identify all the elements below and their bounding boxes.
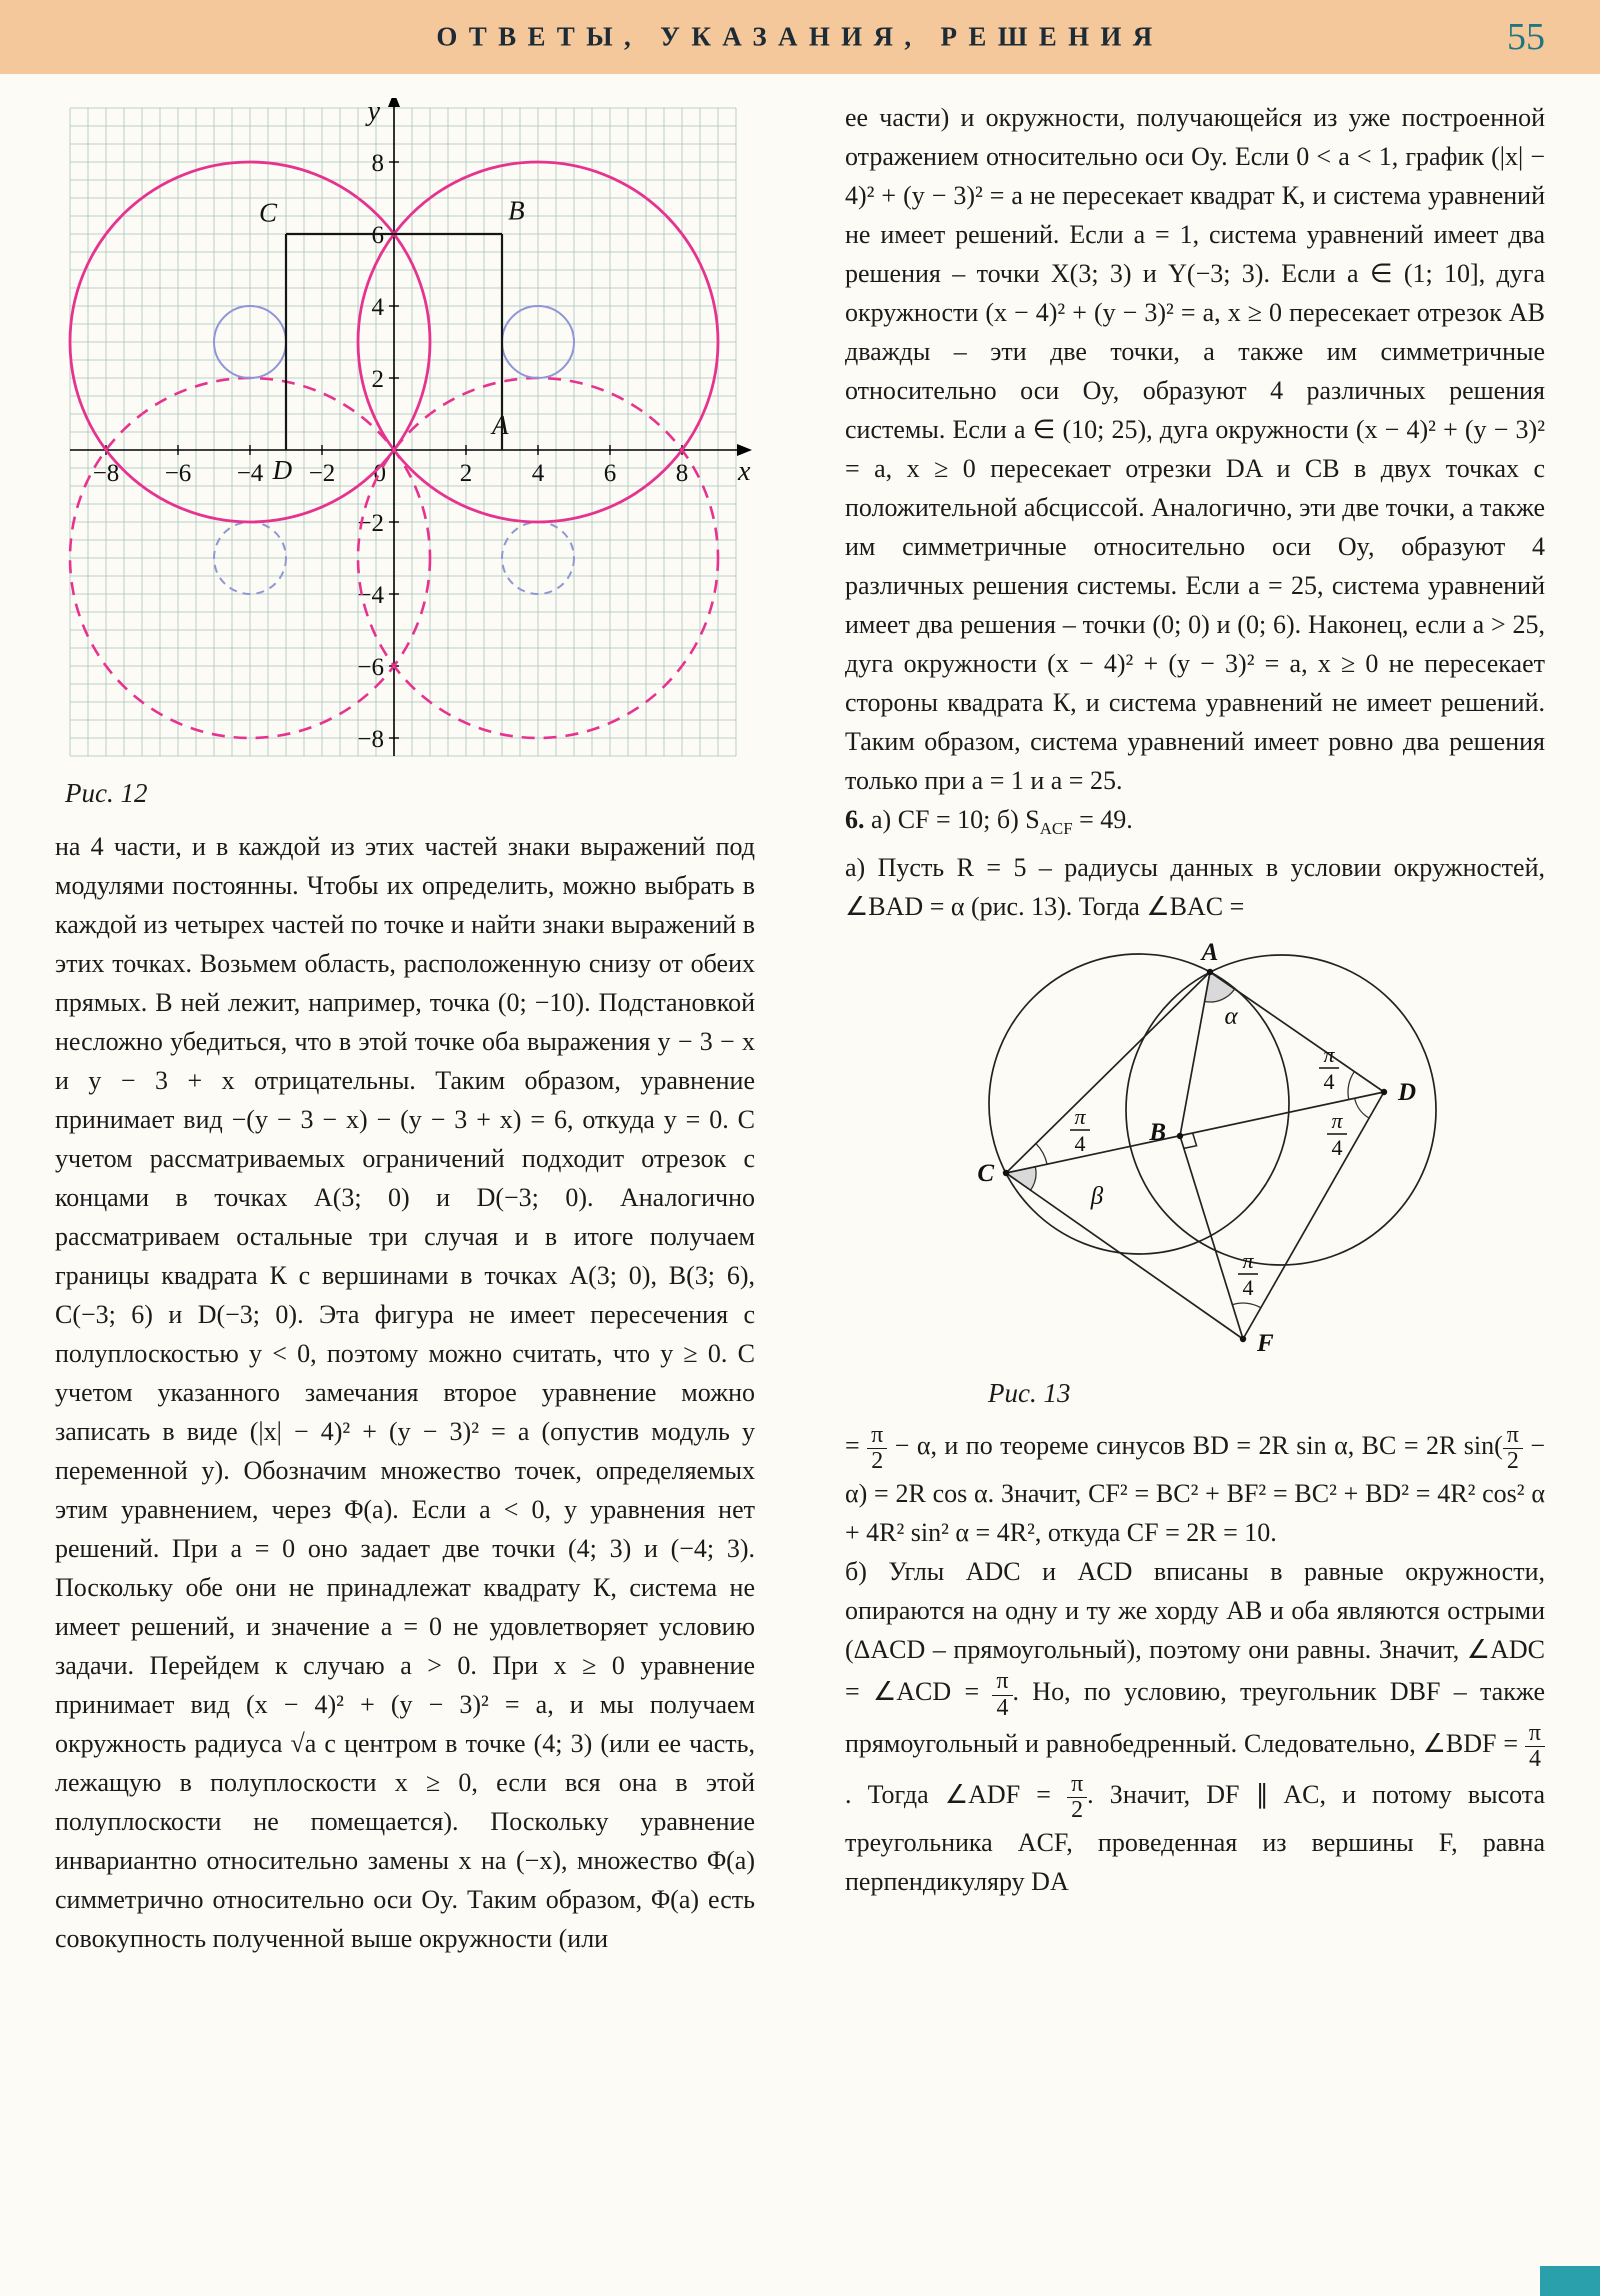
fraction-denominator: 4: [1528, 1745, 1541, 1772]
header-band: [0, 0, 1600, 74]
paragraph: б) Углы ADC и ACD вписаны в равные окружности, опираются на одну и ту же хорду AB и оба являются острыми (ΔACD – прямоугольный), поэтому они равны. Значит, ∠ADC = ∠ACD = $\frac{\pi}{4}$ . Но, по условию, треугольник DBF – также прямоугольный и равнобедренный. Следовательно, ∠BDF = $\frac{\pi}{4}$ . Тогда ∠ADF = $\frac{\pi}{2}$ . Значит, DF ∥ AC, и потому высота треугольника ACF, проведенная из вершины F, равна перпендикуляру DA: [845, 1557, 1546, 1897]
svg-text:−2: −2: [308, 460, 336, 487]
fraction-numerator: π: [1503, 1423, 1523, 1449]
coordinate-grid-figure: [55, 98, 755, 768]
svg-text:6: 6: [371, 222, 384, 249]
right-column: [845, 98, 1545, 1958]
figure-12-caption: Рис. 12: [65, 778, 148, 808]
point-label-D: D: [272, 454, 293, 485]
right-angle-mark: [1184, 1133, 1197, 1148]
point-label-A: A: [1201, 942, 1219, 967]
svg-text:4: 4: [1331, 1135, 1343, 1161]
paragraph: а) Пусть R = 5 – радиусы данных в условии окружностей, ∠BAD = α (рис. 13). Тогда ∠BAC =: [845, 853, 1545, 922]
svg-text:2: 2: [459, 460, 473, 487]
svg-text:−8: −8: [357, 726, 384, 753]
fraction-angle-label: [1327, 1108, 1347, 1160]
angle-label: β: [1090, 1183, 1104, 1211]
fraction: [1503, 1423, 1523, 1474]
figure-13: [930, 942, 1545, 1407]
fraction-denominator: 2: [1506, 1448, 1519, 1475]
running-head: ОТВЕТЫ, УКАЗАНИЯ, РЕШЕНИЯ: [436, 21, 1164, 52]
figure-13-caption: Рис. 13: [988, 1378, 1071, 1409]
svg-text:−4: −4: [236, 460, 264, 487]
svg-text:π: π: [1331, 1108, 1343, 1134]
paragraph: = $\frac{\pi}{2}$ − α, и по теореме синусов BD = 2R sin α, BC = 2R sin( $\frac{\pi}{2}$ − α) = 2R cos α. Значит, CF² = BC² + BF² = BC² + BD² = 4R² cos² α + 4R² sin² α = 4R², откуда CF = 2R = 10.: [845, 1422, 1545, 1548]
svg-text:4: 4: [1242, 1275, 1254, 1301]
point-dots: [1003, 969, 1387, 1342]
fraction-numerator: π: [867, 1423, 887, 1449]
angle-label: α: [1224, 1003, 1238, 1031]
fraction: [1067, 1772, 1087, 1823]
left-column-text: [55, 827, 755, 1958]
grid: [70, 108, 736, 756]
origin-label: 0: [373, 460, 386, 487]
page-number: 55: [1507, 16, 1545, 58]
svg-text:8: 8: [371, 150, 384, 177]
svg-text:8: 8: [675, 460, 689, 487]
fraction-angle-label: [1070, 1104, 1090, 1156]
bold-run: 6.: [845, 805, 865, 834]
svg-text:−2: −2: [357, 510, 384, 537]
point-label-B: B: [1149, 1119, 1166, 1147]
svg-text:−6: −6: [357, 654, 384, 681]
axes: [70, 98, 752, 756]
page-content: [55, 98, 1545, 1958]
fraction-numerator: π: [992, 1669, 1012, 1695]
svg-text:π: π: [1242, 1248, 1254, 1274]
svg-text:π: π: [1323, 1042, 1335, 1068]
svg-text:2: 2: [371, 366, 384, 393]
x-axis-label: x: [738, 456, 751, 487]
svg-text:4: 4: [1323, 1069, 1335, 1095]
point-label-B: B: [508, 195, 525, 226]
svg-text:−6: −6: [164, 460, 192, 487]
fraction: [1525, 1721, 1545, 1772]
subscript: ACF: [1039, 819, 1073, 839]
svg-text:−4: −4: [357, 582, 384, 609]
fraction-denominator: 4: [996, 1694, 1009, 1721]
svg-text:−8: −8: [92, 460, 120, 487]
geometry-figure: [930, 942, 1470, 1372]
svg-text:4: 4: [531, 460, 545, 487]
paragraph: на 4 части, и в каждой из этих частей знаки выражений под модулями постоянны. Чтобы их определить, можно выбрать в каждой из четырех частей по точке и найти знаки выражений в этих точках. Возьмем область, расположенную снизу от обеих прямых. В ней лежит, например, точка (0; −10). Подстановкой несложно убедиться, что в этой точке оба выражения y − 3 − x и y − 3 + x отрицательны. Таким образом, уравнение принимает вид −(y − 3 − x) − (y − 3 + x) = 6, откуда y = 0. С учетом рассматриваемых ограничений подходит отрезок с концами в точках A(3; 0) и D(−3; 0). Аналогично рассматриваем остальные три случая и в итоге получаем границы квадрата К с вершинами в точках A(3; 0), B(3; 6), C(−3; 6) и D(−3; 0). Эта фигура не имеет пересечения с полуплоскостью y < 0, поэтому можно считать, что y ≥ 0. С учетом указанного замечания второе уравнение можно записать в виде (|x| − 4)² + (y − 3)² = a (опустив модуль у переменной y). Обозначим множество точек, определяемых этим уравнением, через Φ(a). Если a < 0, у уравнения нет решений. При a = 0 оно задает две точки (4; 3) и (−4; 3). Поскольку обе они не принадлежат квадрату К, система не имеет решений, и значение a = 0 не удовлетворяет условию задачи. Перейдем к случаю a > 0. При x ≥ 0 уравнение принимает вид (x − 4)² + (y − 3)² = a, и мы получаем окружность радиуса √a с центром в точке (4; 3) (или ее часть, лежащую в полуплоскости x ≥ 0, если вся она в этой полуплоскости не помещается). Поскольку уравнение инвариантно относительно замены x на (−x), множество Φ(a) симметрично относительно оси Oy. Таким образом, Φ(a) есть совокупность полученной выше окружности (или: [55, 832, 755, 1953]
svg-text:4: 4: [1074, 1131, 1086, 1157]
fraction-numerator: π: [1067, 1772, 1087, 1798]
svg-text:π: π: [1074, 1104, 1086, 1130]
svg-text:6: 6: [603, 460, 617, 487]
right-column-text-top: [845, 98, 1545, 926]
point-label-C: C: [258, 197, 278, 228]
y-axis-label: y: [367, 98, 380, 127]
left-column: [55, 98, 755, 1958]
point-label-F: F: [1257, 1330, 1274, 1358]
paragraph: 6. а) CF = 10; б) $S_{ACF} = 49$.: [845, 805, 1133, 839]
segments: [1006, 972, 1384, 1339]
angle-marks: [1006, 972, 1369, 1308]
paragraph: ее части) и окружности, получающейся из уже построенной отражением относительно оси Oy. Если 0 < a < 1, график (|x| − 4)² + (y − 3)² = a не пересекает квадрат К, и система уравнений не имеет решений. Если a = 1, система уравнений имеет два решения – точки X(3; 3) и Y(−3; 3). Если a ∈ (1; 10], дуга окружности (x − 4)² + (y − 3)² = a, x ≥ 0 пересекает отрезок AB дважды – эти две точки, а также им симметричные относительно оси Oy, образуют 4 различных решения системы. Если a ∈ (10; 25), дуга окружности (x − 4)² + (y − 3)² = a, x ≥ 0 пересекает отрезки DA и CB в двух точках с положительной абсциссой. Аналогично, эти две точки, а также им симметричные относительно оси Oy, образуют 4 различных решения системы. Если a = 25, система уравнений имеет два решения – точки (0; 0) и (0; 6). Наконец, если a > 25, дуга окружности (x − 4)² + (y − 3)² = a, x ≥ 0 не пересекает стороны квадрата К, и система уравнений не имеет решений. Таким образом, система уравнений имеет ровно два решения только при a = 1 и a = 25.: [845, 103, 1545, 795]
fraction-numerator: π: [1525, 1721, 1545, 1747]
point-label-C: C: [977, 1160, 994, 1188]
fraction: [992, 1669, 1012, 1720]
point-label-D: D: [1398, 1079, 1417, 1107]
right-column-text-bottom: [845, 1423, 1545, 1901]
point-label-A: A: [491, 409, 509, 440]
svg-text:4: 4: [371, 294, 384, 321]
fraction-angle-label: [1238, 1248, 1258, 1300]
fraction-denominator: 2: [871, 1448, 884, 1475]
figure-12: [55, 98, 755, 807]
fraction: [867, 1423, 887, 1474]
fraction-denominator: 2: [1071, 1796, 1084, 1823]
page-corner-tab: [1540, 2266, 1600, 2296]
